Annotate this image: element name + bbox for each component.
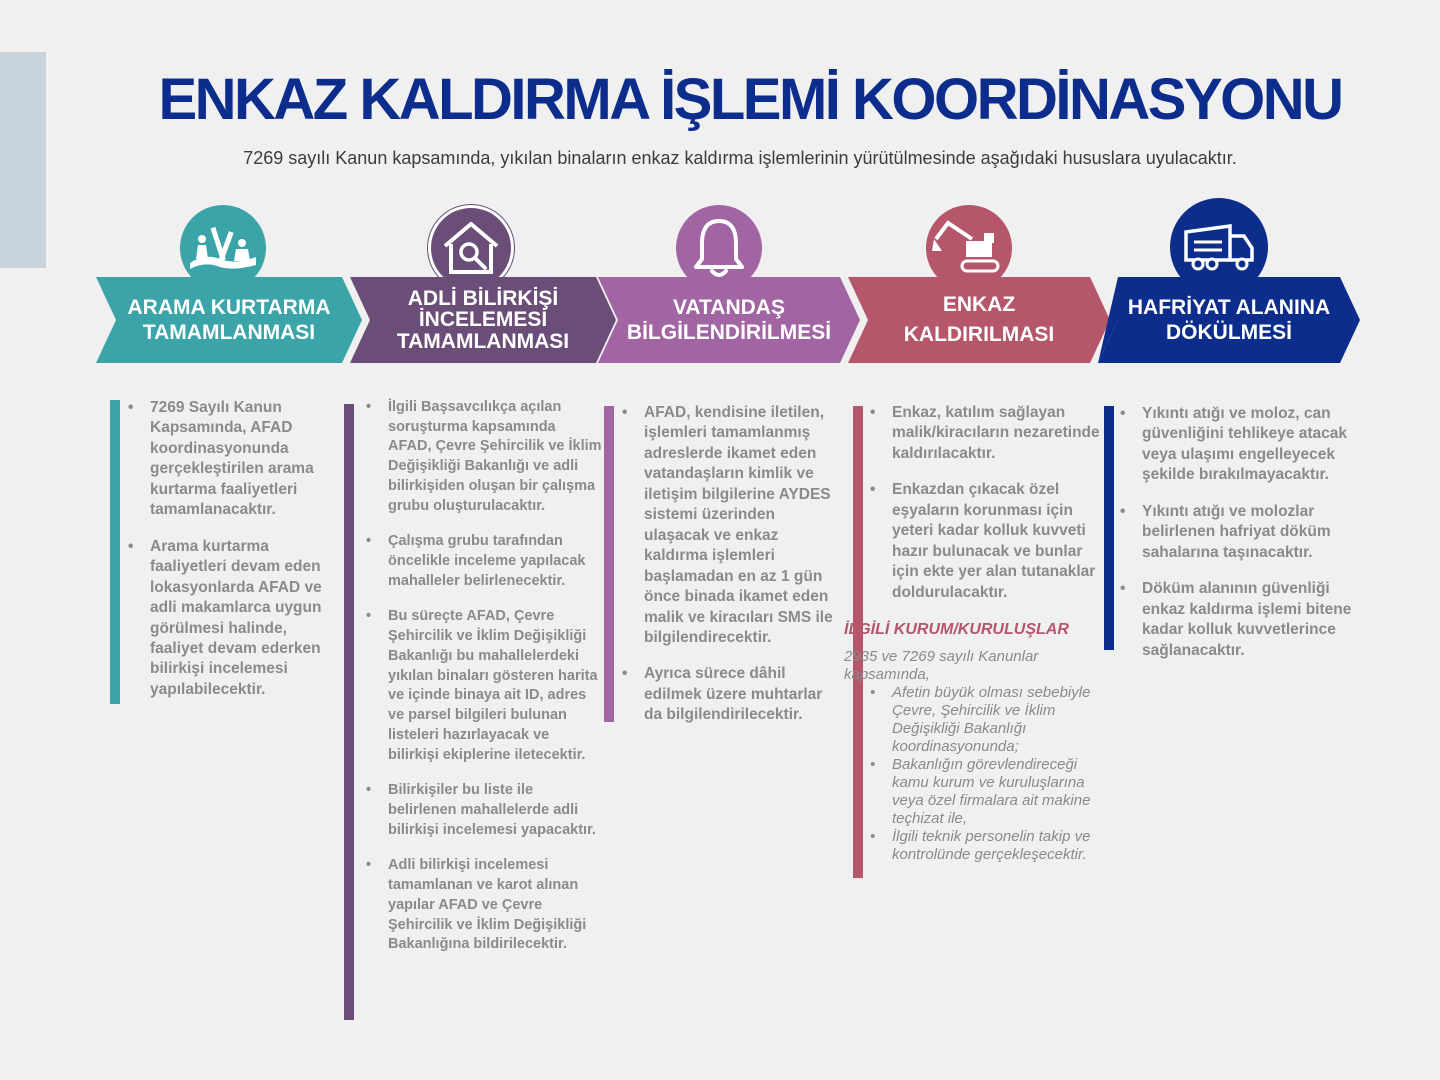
bullet-item: • Yıkıntı atığı ve molozlar belirlenen hafriyat döküm sahalarına taşınacaktır. (1120, 502, 1370, 563)
bullet-item: • Arama kurtarma faaliyetleri devam eden lokasyonlarda AFAD ve adli makamlarca uygun görülmesi halinde, faaliyet devam ederken bilirkişi incelemesi yapılabilecektir. (128, 537, 338, 701)
step-2-details (366, 398, 602, 971)
bullet-item: • Adli bilirkişi incelemesi tamamlanan ve karot alınan yapılar AFAD ve Çevre Şehircilik ve İklim Değişikliği Bakanlığına bildirilecektir. (366, 856, 602, 955)
bullet-item: • İlgili Başsavcılıkça açılan soruşturma kapsamında AFAD, Çevre Şehircilik ve İklim Değişikliği Bakanlığı ve adli bilirkişiden oluşan bir çalışma grubu oluşturulacaktır. (366, 398, 602, 516)
column-accent-line (1104, 406, 1114, 650)
step-label: VATANDAŞ BİLGİLENDİRİLMESİ (626, 295, 832, 344)
page-subtitle: 7269 sayılı Kanun kapsamında, yıkılan binaların enkaz kaldırma işlemlerinin yürütülmesinde aşağıdaki hususlara uyulacaktır. (243, 148, 1237, 168)
institution-item: • Afetin büyük olması sebebiyle Çevre, Şehircilik ve İklim Değişikliği Bakanlığı koordinasyonunda; (870, 684, 1104, 756)
step-label: HAFRİYAT ALANINA DÖKÜLMESİ (1127, 295, 1331, 344)
column-accent-line (604, 406, 614, 722)
column-accent-line (853, 406, 863, 878)
bullet-item: • AFAD, kendisine iletilen, işlemleri tamamlanmış adreslerde ikamet eden vatandaşların kimlik ve iletişim bilgilerine AYDES sistemi üzerinden ulaşacak ve enkaz kaldırma işlemleri başlamadan en az 1 gün önce binada ikamet eden malik ve kiracıları SMS ile bilgilendirecektir. (622, 403, 844, 648)
bullet-item: • Enkaz, katılım sağlayan malik/kiracıların nezaretinde kaldırılacaktır. (870, 403, 1104, 464)
step-vatandas-bilgilendirme (598, 277, 860, 363)
step-hafriyat (1098, 277, 1360, 363)
bullet-item: • Yıkıntı atığı ve moloz, can güvenliğini tehlikeye atacak veya ulaşımı engelleyecek şekilde bırakılmayacaktır. (1120, 404, 1370, 486)
step-4-details (844, 403, 1104, 864)
bullet-item: • 7269 Sayılı Kanun Kapsamında, AFAD koordinasyonunda gerçekleştirilen arama kurtarma faaliyetleri tamamlanacaktır. (128, 398, 338, 521)
step-enkaz-kaldirma (848, 277, 1110, 363)
bullet-item: • Enkazdan çıkacak özel eşyaların korunması için yeteri kadar kolluk kuvveti hazır bulunacak ve bunlar için ekte yer alan tutanaklar doldurulacaktır. (870, 480, 1104, 603)
page-title: ENKAZ KALDIRMA İŞLEMİ KOORDİNASYONU (158, 67, 1342, 132)
column-accent-line (110, 400, 120, 704)
related-institutions-intro: 2935 ve 7269 sayılı Kanunlar kapsamında, (844, 648, 1039, 684)
step-label: ADLİ BİLİRKİŞİ İNCELEMESİ TAMAMLANMASI (396, 286, 570, 353)
bullet-item: • Çalışma grubu tarafından öncelikle inceleme yapılacak mahalleler belirlenecektir. (366, 532, 602, 591)
step-label: ENKAZ KALDIRILMASI (903, 292, 1055, 346)
step-adli-bilirkisi (350, 277, 616, 363)
institution-item: • İlgili teknik personelin takip ve kontrolünde gerçekleşecektir. (870, 828, 1104, 864)
bullet-item: • Döküm alanının güvenliği enkaz kaldırma işlemi bitene kadar kolluk kuvvetlerince sağlanacaktır. (1120, 579, 1370, 661)
step-3-details (622, 403, 844, 742)
related-institutions-title: İLGİLİ KURUM/KURULUŞLAR (844, 621, 1069, 639)
column-accent-line (344, 404, 354, 1020)
bullet-item: • Ayrıca sürece dâhil edilmek üzere muhtarlar da bilgilendirilecektir. (622, 664, 844, 725)
institution-item: • Bakanlığın görevlendireceği kamu kurum ve kuruluşlarına veya özel firmalara ait makine teçhizat ile, (870, 756, 1104, 828)
step-1-details (128, 398, 338, 716)
bullet-item: • Bu süreçte AFAD, Çevre Şehircilik ve İklim Değişikliği Bakanlığı bu mahallelerdeki yıkılan binaları gösteren harita ve içinde binaya ait ID, adres ve parsel bilgileri bulunan listeleri hazırlayacak ve bilirkişi ekiplerine iletecektir. (366, 607, 602, 765)
bullet-item: • Bilirkişiler bu liste ile belirlenen mahallelerde adli bilirkişi incelemesi yapacaktır. (366, 781, 602, 840)
step-label: ARAMA KURTARMA TAMAMLANMASI (127, 295, 331, 344)
step-5-details (1120, 404, 1370, 677)
step-arama-kurtarma (96, 277, 362, 363)
